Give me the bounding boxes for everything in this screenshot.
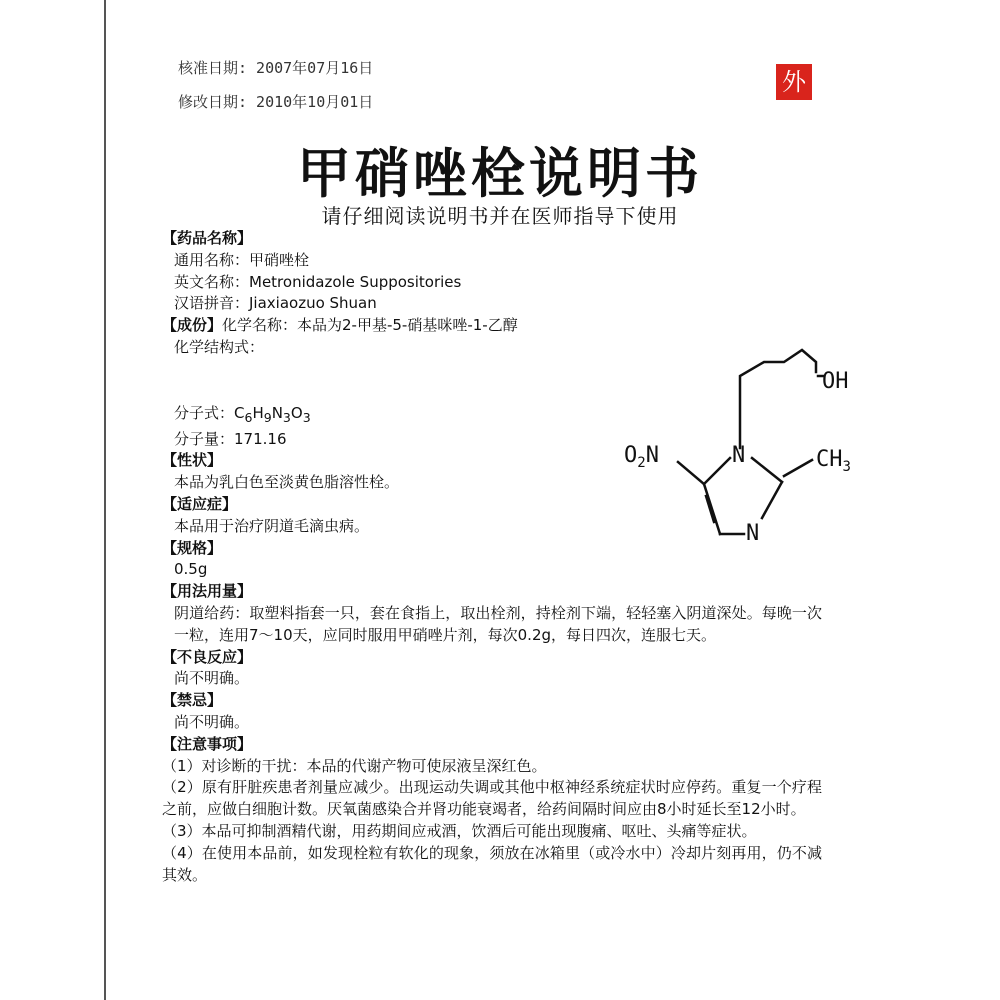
precaution-item: （1）对诊断的干扰：本品的代谢产物可使尿液呈深红色。 bbox=[162, 756, 547, 775]
approval-date: 核准日期: 2007年07月16日 bbox=[178, 59, 374, 77]
revision-date: 修改日期: 2010年10月01日 bbox=[178, 93, 374, 111]
o2n-label: $O_2N$ bbox=[624, 443, 659, 471]
ch3-label: $CH_3$ bbox=[816, 447, 851, 475]
n3-label: N bbox=[746, 521, 760, 546]
heading-precautions: 【注意事项】 bbox=[162, 734, 253, 753]
molecular-weight: 分子量：171.16 bbox=[174, 429, 287, 448]
heading-indications: 【适应症】 bbox=[162, 494, 238, 513]
heading-contraindications: 【禁忌】 bbox=[162, 691, 223, 710]
document-subtitle: 请仔细阅读说明书并在医师指导下使用 bbox=[321, 204, 679, 228]
formula-label: 分子式： bbox=[174, 403, 235, 422]
chemical-structure bbox=[612, 336, 882, 556]
adverse-reactions-text: 尚不明确。 bbox=[174, 669, 250, 688]
nitro-bond bbox=[678, 462, 704, 484]
methyl-bond bbox=[784, 460, 812, 476]
english-name: 英文名称：Metronidazole Suppositories bbox=[174, 272, 462, 291]
precaution-item: （3）本品可抑制酒精代谢，用药期间应戒酒，饮酒后可能出现腹痛、呕吐、头痛等症状。 bbox=[162, 821, 757, 840]
heading-composition: 【成份】 bbox=[162, 316, 223, 335]
precaution-item: （4）在使用本品前，如发现栓粒有软化的现象，须放在冰箱里（或冷水中）冷却片刻再用，仍不减其效。 bbox=[162, 843, 822, 884]
indications-text: 本品用于治疗阴道毛滴虫病。 bbox=[174, 516, 370, 535]
contraindications-text: 尚不明确。 bbox=[174, 712, 250, 731]
structure-diagram bbox=[612, 336, 882, 556]
chemical-name: 化学名称：本品为2-甲基-5-硝基咪唑-1-乙醇 bbox=[222, 316, 518, 335]
dosage-text: 阴道给药：取塑料指套一只，套在食指上，取出栓剂，持栓剂下端，轻轻塞入阴道深处。每晚一次一粒，连用7～10天，应同时服用甲硝唑片剂，每次0.2g，每日四次，连服七天。 bbox=[174, 603, 822, 644]
common-name: 通用名称：甲硝唑栓 bbox=[174, 250, 310, 269]
external-use-badge: 外 bbox=[776, 64, 812, 100]
heading-drug-name: 【药品名称】 bbox=[162, 229, 253, 247]
heading-properties: 【性状】 bbox=[162, 451, 223, 470]
document-body bbox=[162, 228, 822, 886]
ring-bond-c2-n3 bbox=[762, 482, 782, 518]
ring-bond-c4-c5 bbox=[704, 484, 720, 534]
n1-label: N bbox=[732, 443, 746, 468]
composition-line bbox=[162, 315, 822, 337]
ring-bond-c5-n1 bbox=[704, 458, 730, 484]
heading-specification: 【规格】 bbox=[162, 538, 223, 557]
ring-bond-n1-c2 bbox=[752, 458, 782, 482]
oh-label: OH bbox=[822, 369, 849, 394]
precaution-item: （2）原有肝脏疾患者剂量应减少。出现运动失调或其他中枢神经系统症状时应停药。重复一个疗程之前，应做白细胞计数。厌氧菌感染合并肾功能衰竭者，给药间隔时间应由8小时延长至12小时。 bbox=[162, 778, 822, 819]
specification-text: 0.5g bbox=[174, 560, 208, 579]
pinyin-name: 汉语拼音：Jiaxiaozuo Shuan bbox=[174, 294, 377, 313]
heading-adverse-reactions: 【不良反应】 bbox=[162, 647, 253, 666]
properties-text: 本品为乳白色至淡黄色脂溶性栓。 bbox=[174, 473, 400, 492]
document-title: 甲硝唑栓说明书 bbox=[297, 142, 703, 205]
structure-label: 化学结构式： bbox=[174, 337, 265, 356]
heading-dosage: 【用法用量】 bbox=[162, 582, 253, 601]
date-block bbox=[178, 56, 373, 124]
ethanol-chain bbox=[740, 350, 816, 448]
molecular-formula: $C_6H_9N_3O_3$ bbox=[234, 403, 311, 425]
